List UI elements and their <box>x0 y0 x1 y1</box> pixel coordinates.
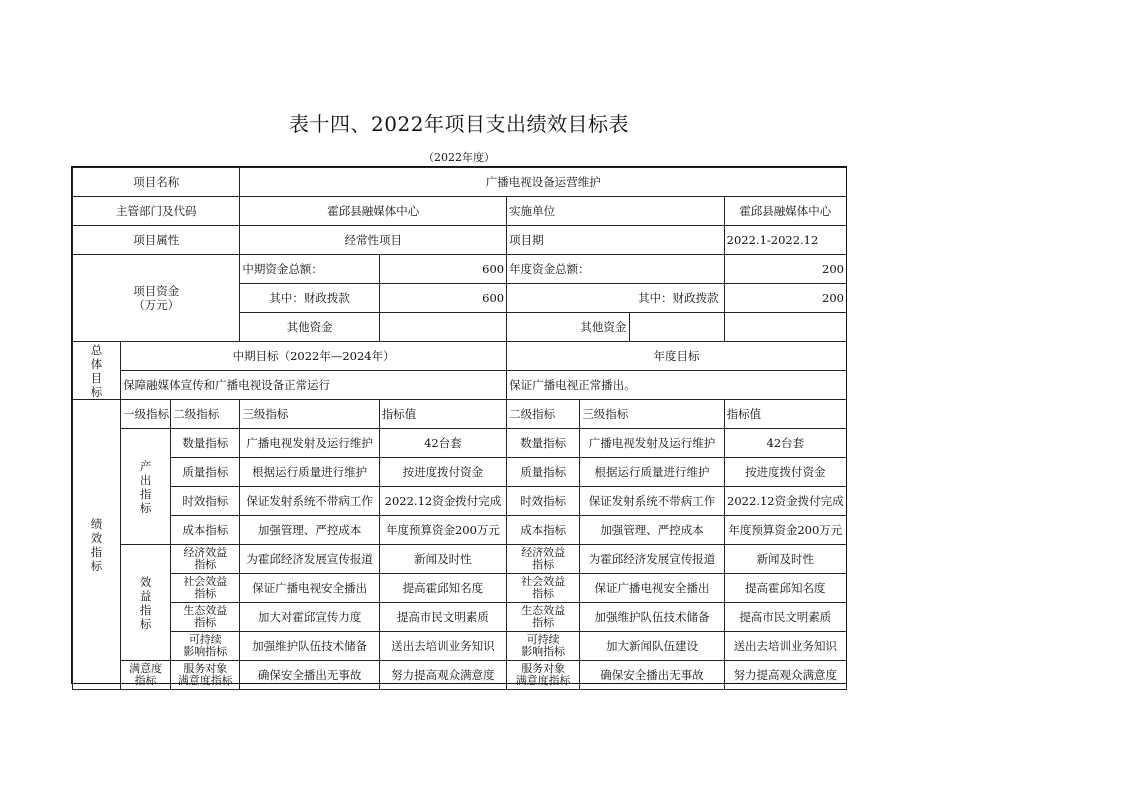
mid-total-value: 600 <box>379 255 506 284</box>
table-cell: 广播电视发射及运行维护 <box>240 429 379 458</box>
table-cell: 质量指标 <box>507 458 580 487</box>
mid-fiscal-label: 其中：财政拨款 <box>240 284 379 313</box>
table-cell: 按进度拨付资金 <box>379 458 506 487</box>
table-cell: 确保安全播出无事故 <box>240 661 379 690</box>
table-cell: 生态效益 指标 <box>171 603 240 632</box>
page-title: 表十四、2022年项目支出绩效目标表 <box>289 112 629 136</box>
header-level2: 二级指标 <box>171 400 240 429</box>
table-cell: 时效指标 <box>171 487 240 516</box>
benefit-indicator-label: 效 益 指 标 <box>121 545 171 661</box>
period-label: 项目期 <box>507 226 725 255</box>
table-cell: 加大新闻队伍建设 <box>580 632 724 661</box>
year-subtitle: （2022年度） <box>423 151 495 164</box>
table-cell: 为霍邱经济发展宣传报道 <box>580 545 724 574</box>
mid-other-label: 其他资金 <box>240 313 379 342</box>
attr-value: 经常性项目 <box>240 226 507 255</box>
table-cell: 新闻及时性 <box>379 545 506 574</box>
table-cell: 努力提高观众满意度 <box>379 661 506 690</box>
table-cell: 送出去培训业务知识 <box>379 632 506 661</box>
table-cell: 根据运行质量进行维护 <box>580 458 724 487</box>
table-cell: 经济效益 指标 <box>171 545 240 574</box>
mid-goal-header: 中期目标（2022年—2024年） <box>121 342 507 371</box>
table-cell: 提高霍邱知名度 <box>724 574 846 603</box>
year-other-blank <box>630 313 724 342</box>
table-cell: 保证发射系统不带病工作 <box>580 487 724 516</box>
year-fiscal-value: 200 <box>724 284 846 313</box>
header-value: 指标值 <box>379 400 506 429</box>
table-cell: 保证广播电视安全播出 <box>240 574 379 603</box>
impl-unit-value: 霍邱县融媒体中心 <box>724 197 846 226</box>
mid-other-value <box>379 313 506 342</box>
dept-label: 主管部门及代码 <box>73 197 240 226</box>
table-cell: 广播电视发射及运行维护 <box>580 429 724 458</box>
year-total-value: 200 <box>724 255 846 284</box>
table-cell: 42台套 <box>379 429 506 458</box>
overall-goal-label: 总 体 目 标 <box>73 342 121 400</box>
table-cell: 新闻及时性 <box>724 545 846 574</box>
table-cell: 加强管理、严控成本 <box>240 516 379 545</box>
table-cell: 时效指标 <box>507 487 580 516</box>
output-indicator-label: 产 出 指 标 <box>121 429 171 545</box>
table-cell: 送出去培训业务知识 <box>724 632 846 661</box>
attr-label: 项目属性 <box>73 226 240 255</box>
mid-fiscal-value: 600 <box>379 284 506 313</box>
year-fiscal-label: 其中：财政拨款 <box>507 284 725 313</box>
header-year-value: 指标值 <box>724 400 846 429</box>
table-cell: 经济效益 指标 <box>507 545 580 574</box>
project-name-value: 广播电视设备运营维护 <box>240 168 847 197</box>
performance-indicator-label: 绩 效 指 标 <box>73 400 121 690</box>
table-cell: 数量指标 <box>171 429 240 458</box>
table-cell: 服务对象 满意度指标 <box>507 661 580 690</box>
table-cell: 生态效益 指标 <box>507 603 580 632</box>
table-cell: 加强管理、严控成本 <box>580 516 724 545</box>
header-level1: 一级指标 <box>121 400 171 429</box>
table-cell: 提高市民文明素质 <box>379 603 506 632</box>
table-cell: 加大对霍邱宣传力度 <box>240 603 379 632</box>
dept-value: 霍邱县融媒体中心 <box>240 197 507 226</box>
header-year-level2: 二级指标 <box>507 400 580 429</box>
table-cell: 加强维护队伍技术储备 <box>580 603 724 632</box>
table-cell: 2022.12资金拨付完成 <box>379 487 506 516</box>
table-cell: 数量指标 <box>507 429 580 458</box>
table-cell: 加强维护队伍技术储备 <box>240 632 379 661</box>
mid-goal-text: 保障融媒体宣传和广播电视设备正常运行 <box>121 371 507 400</box>
table-cell: 社会效益 指标 <box>171 574 240 603</box>
year-other-value <box>724 313 846 342</box>
funds-label: 项目资金 （万元） <box>73 255 240 342</box>
project-name-label: 项目名称 <box>73 168 240 197</box>
satisfaction-indicator-label: 满意度 指标 <box>121 661 171 690</box>
table-cell: 42台套 <box>724 429 846 458</box>
table-cell: 按进度拨付资金 <box>724 458 846 487</box>
table-cell: 努力提高观众满意度 <box>724 661 846 690</box>
table-cell: 年度预算资金200万元 <box>724 516 846 545</box>
header-year-level3: 三级指标 <box>580 400 724 429</box>
table-cell: 可持续 影响指标 <box>171 632 240 661</box>
table-cell: 可持续 影响指标 <box>507 632 580 661</box>
table-cell: 确保安全播出无事故 <box>580 661 724 690</box>
header-level3: 三级指标 <box>240 400 379 429</box>
table-cell: 根据运行质量进行维护 <box>240 458 379 487</box>
period-value: 2022.1-2022.12 <box>724 226 846 255</box>
table-cell: 提高市民文明素质 <box>724 603 846 632</box>
table-cell: 服务对象 满意度指标 <box>171 661 240 690</box>
table-cell: 提高霍邱知名度 <box>379 574 506 603</box>
year-other-label: 其他资金 <box>507 313 630 342</box>
table-cell: 年度预算资金200万元 <box>379 516 506 545</box>
table-cell: 保证发射系统不带病工作 <box>240 487 379 516</box>
year-goal-text: 保证广播电视正常播出。 <box>507 371 847 400</box>
performance-target-table <box>72 167 847 690</box>
year-goal-header: 年度目标 <box>507 342 847 371</box>
table-cell: 成本指标 <box>507 516 580 545</box>
table-cell: 为霍邱经济发展宣传报道 <box>240 545 379 574</box>
table-cell: 成本指标 <box>171 516 240 545</box>
table-cell: 质量指标 <box>171 458 240 487</box>
table-cell: 社会效益 指标 <box>507 574 580 603</box>
table-cell: 2022.12资金拨付完成 <box>724 487 846 516</box>
year-total-label: 年度资金总额： <box>507 255 725 284</box>
table-cell: 保证广播电视安全播出 <box>580 574 724 603</box>
mid-total-label: 中期资金总额： <box>240 255 379 284</box>
impl-unit-label: 实施单位 <box>507 197 725 226</box>
